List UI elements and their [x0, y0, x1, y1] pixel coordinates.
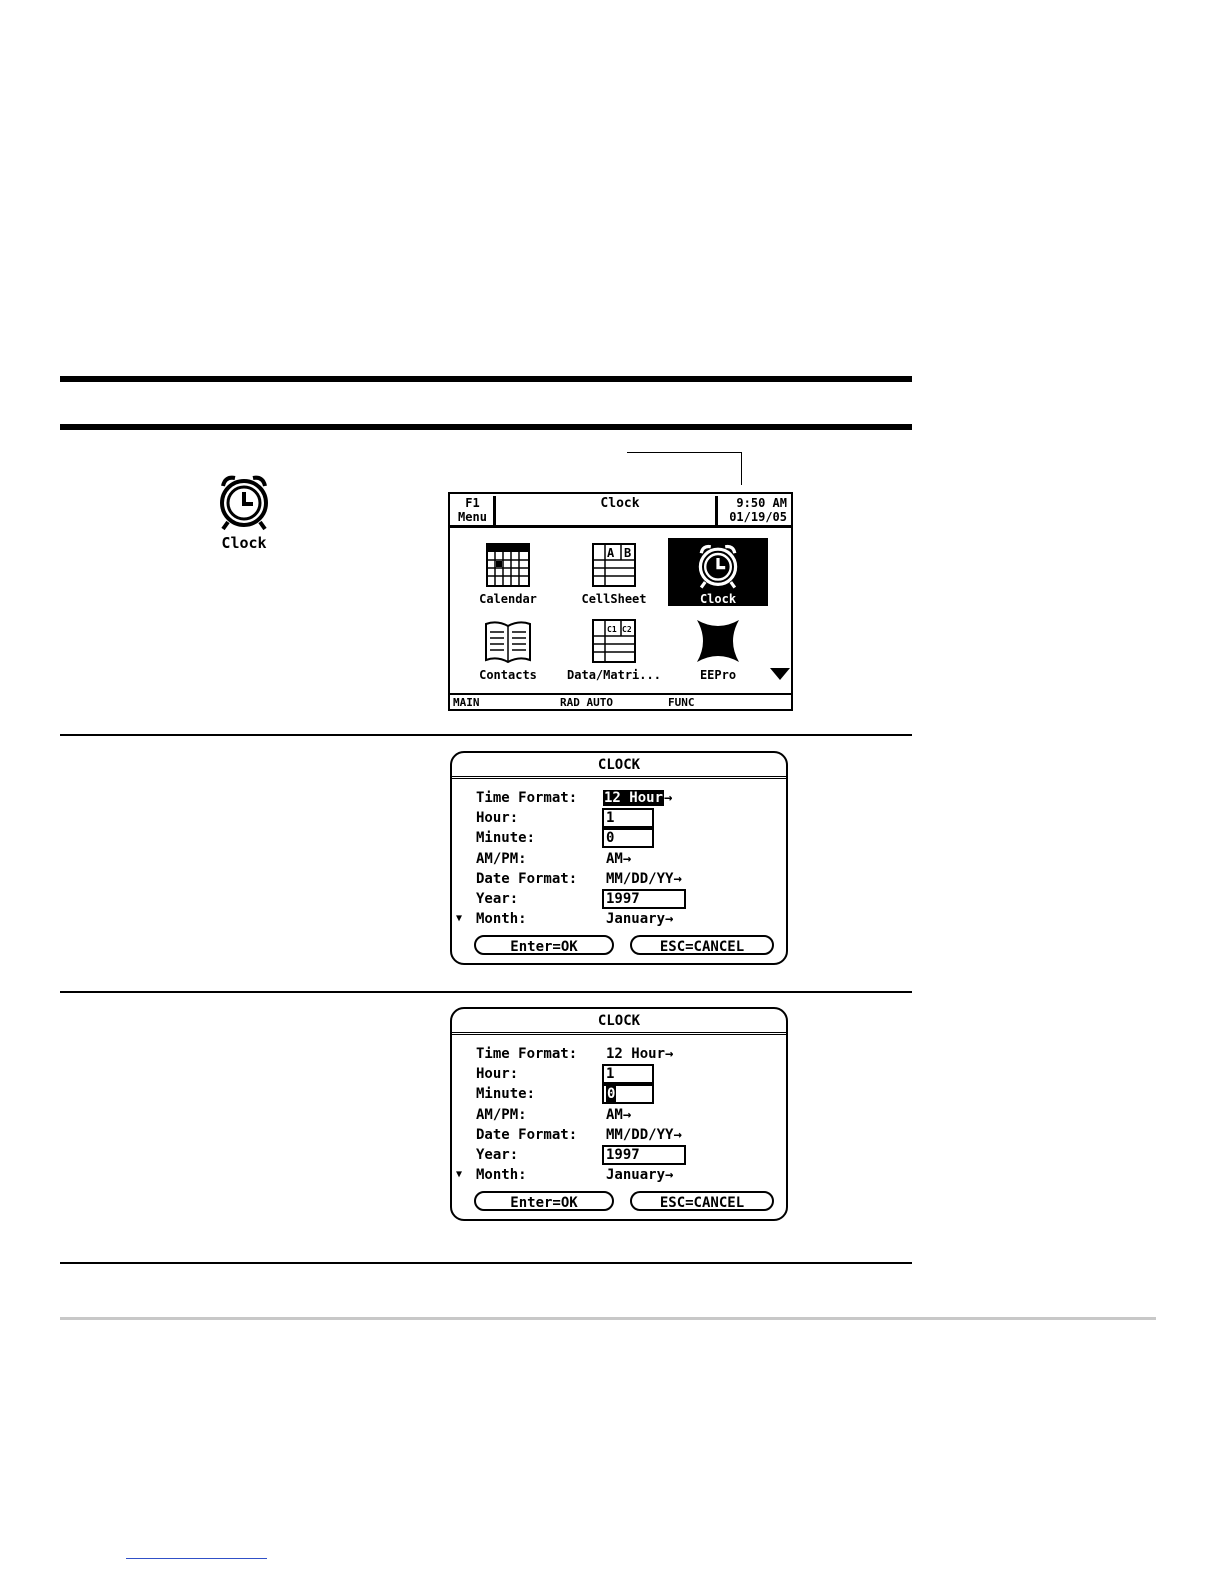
apps-desktop-screen [448, 492, 793, 711]
year-input[interactable]: 1997 [602, 1145, 686, 1165]
callout-line-vertical [741, 452, 742, 485]
month-select[interactable]: January→ [606, 1167, 674, 1183]
app-label: CellSheet [581, 592, 647, 606]
time-format-label: Time Format: [476, 790, 578, 806]
month-select[interactable]: January→ [606, 911, 674, 927]
minute-label: Minute: [476, 1086, 536, 1102]
ampm-select[interactable]: AM→ [606, 851, 632, 867]
row-divider-2 [60, 991, 912, 993]
row-divider-1 [60, 734, 912, 736]
status-line [450, 693, 791, 709]
app-tile-data-matrix[interactable] [564, 614, 664, 682]
alarm-clock-icon [694, 542, 742, 590]
eepro-star-icon [695, 618, 741, 664]
minute-input[interactable]: 0 [602, 828, 654, 848]
app-tile-clock[interactable] [668, 538, 768, 606]
enter-ok-button[interactable]: Enter=OK [474, 935, 614, 955]
ampm-label: AM/PM: [476, 1107, 527, 1123]
date-format-select[interactable]: MM/DD/YY→ [606, 871, 682, 887]
hour-label: Hour: [476, 810, 519, 826]
calendar-icon [485, 542, 531, 588]
f1-menu-button[interactable] [452, 496, 496, 526]
hour-input[interactable]: 1 [602, 1064, 654, 1084]
app-tile-calendar[interactable] [458, 538, 558, 606]
alarm-clock-icon [215, 472, 273, 532]
ampm-select[interactable]: AM→ [606, 1107, 632, 1123]
arrow-right-icon: → [622, 851, 632, 867]
header-rule [60, 424, 912, 430]
svg-text:B: B [624, 546, 632, 560]
hour-label: Hour: [476, 1066, 519, 1082]
ampm-label: AM/PM: [476, 851, 527, 867]
time-format-label: Time Format: [476, 1046, 578, 1062]
app-label: EEPro [699, 668, 737, 682]
date-readout: 01/19/05 [729, 510, 787, 524]
app-label: Calendar [479, 592, 537, 606]
status-mode: MAIN [453, 696, 480, 709]
month-label: Month: [476, 1167, 527, 1183]
arrow-right-icon: → [622, 1107, 632, 1123]
status-angle: RAD AUTO [560, 696, 613, 709]
svg-text:A: A [607, 546, 615, 560]
date-format-label: Date Format: [476, 871, 578, 887]
month-label: Month: [476, 911, 527, 927]
time-readout: 9:50 AM [736, 496, 787, 510]
minute-cursor: 0 [607, 1086, 616, 1102]
contacts-book-icon [483, 618, 533, 664]
footer-rule [60, 1317, 1156, 1320]
scroll-down-arrow-icon[interactable] [770, 668, 790, 680]
svg-text:C2: C2 [622, 625, 632, 634]
app-label: Contacts [479, 668, 537, 682]
callout-line [627, 452, 741, 453]
app-tile-contacts[interactable] [458, 614, 558, 682]
screen-title: Clock [600, 496, 640, 511]
dialog-title: CLOCK [452, 1009, 786, 1035]
year-input[interactable]: 1997 [602, 889, 686, 909]
cellsheet-icon [591, 542, 637, 588]
side-icon-label: Clock [221, 534, 267, 552]
hour-input[interactable]: 1 [602, 808, 654, 828]
time-format-select[interactable]: 12 Hour→ [604, 790, 673, 806]
f1-menu-label: Menu [458, 510, 487, 524]
clock-readout [715, 496, 789, 526]
date-format-select[interactable]: MM/DD/YY→ [606, 1127, 682, 1143]
data-matrix-icon [591, 618, 637, 664]
more-fields-icon: ▼ [456, 1169, 463, 1180]
year-label: Year: [476, 1147, 519, 1163]
enter-ok-button[interactable]: Enter=OK [474, 1191, 614, 1211]
arrow-right-icon: → [664, 790, 673, 806]
esc-cancel-button[interactable]: ESC=CANCEL [630, 935, 774, 955]
app-tile-cellsheet[interactable] [564, 538, 664, 606]
arrow-right-icon: → [665, 1167, 674, 1183]
dialog-title: CLOCK [452, 753, 786, 779]
arrow-right-icon: → [665, 1046, 674, 1062]
status-graph: FUNC [668, 696, 695, 709]
arrow-right-icon: → [665, 911, 674, 927]
arrow-right-icon: → [673, 871, 682, 887]
row-divider-3 [60, 1262, 912, 1264]
app-label: Data/Matri... [567, 668, 661, 682]
more-fields-icon: ▼ [456, 913, 463, 924]
top-rule [60, 376, 912, 382]
esc-cancel-button[interactable]: ESC=CANCEL [630, 1191, 774, 1211]
year-label: Year: [476, 891, 519, 907]
toolbar [450, 494, 791, 528]
side-clock-app-icon [214, 472, 274, 554]
app-label: Clock [699, 592, 737, 606]
minute-label: Minute: [476, 830, 536, 846]
time-format-select[interactable]: 12 Hour→ [606, 1046, 674, 1062]
app-tile-eepro[interactable] [668, 614, 768, 682]
clock-dialog-1 [450, 751, 788, 965]
minute-input[interactable] [602, 1084, 654, 1104]
clock-dialog-2 [450, 1007, 788, 1221]
date-format-label: Date Format: [476, 1127, 578, 1143]
f1-key-label: F1 [465, 496, 480, 510]
arrow-right-icon: → [673, 1127, 682, 1143]
footer-link-underline[interactable] [126, 1558, 267, 1559]
svg-text:C1: C1 [607, 625, 617, 634]
